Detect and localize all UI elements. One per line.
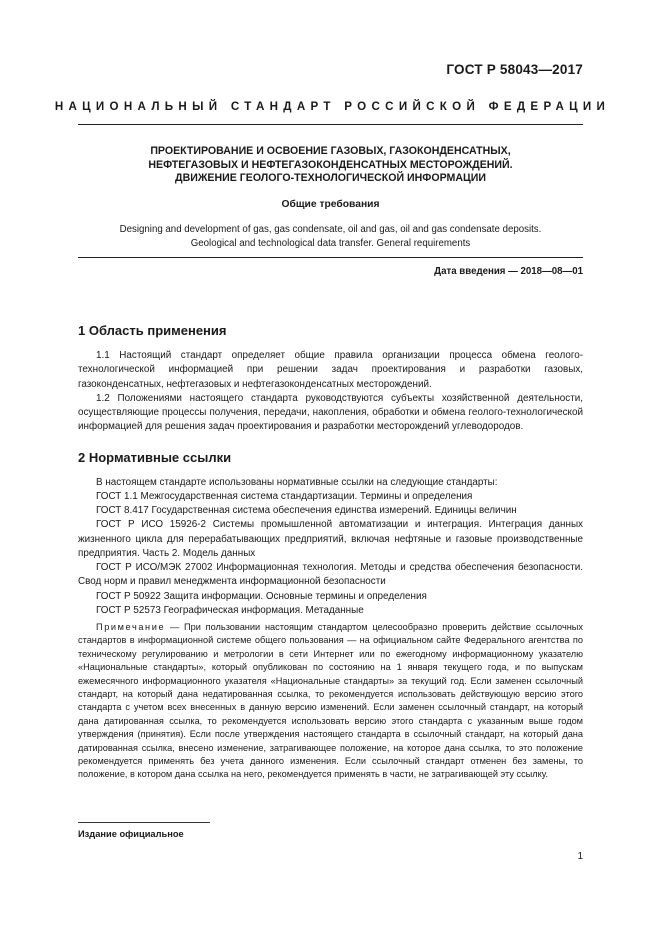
top-divider bbox=[78, 124, 583, 125]
national-standard-heading: НАЦИОНАЛЬНЫЙ СТАНДАРТ РОССИЙСКОЙ ФЕДЕРАЦИИ bbox=[54, 100, 611, 113]
introduction-date: Дата введения — 2018—08—01 bbox=[434, 266, 583, 277]
reference-item: ГОСТ Р ИСО 15926-2 Системы промышленной автоматизации и интеграция. Интеграция данных жизненного цикла для перерабатывающих предприятий, включая нефтяные и газовые производственные предприятия. Часть 2. Модель данных bbox=[78, 519, 583, 559]
paragraph-1-2: 1.2 Положениями настоящего стандарта руководствуются субъекты хозяйственной деятельности, осуществляющие процессы получения, передачи, накопления, обработки и обмена геолого-технологической информацией для решения задач проектирования и разработки месторождений углеводородов. bbox=[78, 392, 583, 433]
english-title bbox=[78, 223, 583, 250]
references-intro: В настоящем стандарте использованы нормативные ссылки на следующие стандарты: bbox=[96, 476, 498, 488]
paragraph-1-1: 1.1 Настоящий стандарт определяет общие правила организации процесса обмена геолого-технологической информацией при решении задач проектирования и разработки газовых, газоконденсатных, нефтегазовых и нефтегазоконденсатных месторождений. bbox=[78, 350, 583, 390]
section-gap bbox=[78, 435, 583, 449]
section-1-heading: 1 Область применения bbox=[78, 323, 227, 338]
reference-item: ГОСТ Р 52573 Географическая информация. Метаданные bbox=[96, 604, 364, 616]
english-title-line-2: Geological and technological data transfer. General requirements bbox=[190, 237, 471, 249]
section-2-heading: 2 Нормативные ссылки bbox=[78, 449, 232, 465]
title-line-2: НЕФТЕГАЗОВЫХ И НЕФТЕГАЗОКОНДЕНСАТНЫХ МЕСТОРОЖДЕНИЙ. bbox=[148, 158, 513, 171]
page-number: 1 bbox=[577, 851, 583, 862]
middle-divider bbox=[78, 257, 583, 258]
reference-item: ГОСТ Р 50922 Защита информации. Основные термины и определения bbox=[96, 590, 427, 602]
title-line-1: ПРОЕКТИРОВАНИЕ И ОСВОЕНИЕ ГАЗОВЫХ, ГАЗОКОНДЕНСАТНЫХ, bbox=[150, 145, 511, 157]
official-edition-label: Издание официальное bbox=[78, 829, 184, 839]
english-title-line-1: Designing and development of gas, gas condensate, oil and gas, oil and gas condensate deposits. bbox=[119, 224, 542, 235]
note-label: Примечание bbox=[96, 622, 166, 632]
document-subtitle: Общие требования bbox=[281, 199, 380, 210]
document-title bbox=[78, 145, 583, 186]
footer-divider bbox=[78, 822, 210, 823]
reference-item: ГОСТ 8.417 Государственная система обеспечения единства измерений. Единицы величин bbox=[96, 505, 517, 516]
reference-item: ГОСТ 1.1 Межгосударственная система стандартизации. Термины и определения bbox=[96, 490, 473, 502]
reference-item: ГОСТ Р ИСО/МЭК 27002 Информационная технология. Методы и средства обеспечения безопасности. Свод норм и правил менеджмента информационной безопасности bbox=[78, 562, 583, 588]
gost-code: ГОСТ Р 58043—2017 bbox=[446, 62, 583, 77]
note-paragraph bbox=[78, 621, 583, 782]
title-line-3: ДВИЖЕНИЕ ГЕОЛОГО-ТЕХНОЛОГИЧЕСКОЙ ИНФОРМАЦИИ bbox=[175, 172, 486, 184]
note-text: — При пользовании настоящим стандартом целесообразно проверить действие ссылочных стандартов в информационной системе общего пользования — на официальном сайте Федерального агентства по техническому регулированию и метрологии в сети Интернет или по ежегодному информационному указателю «Национальные стандарты», который опубликован по состоянию на 1 января текущего года, и по выпускам ежемесячного информационного указателя «Национальные стандарты» за текущий год. Если заменен ссылочный стандарт, на который дана недатированная ссылка, то рекомендуется использовать действующую версию этого стандарта с учетом всех внесенных в данную версию изменений. Если заменен ссылочный стандарт, на который дана датированная ссылка, то рекомендуется использовать версию этого стандарта с указанным выше годом утверждения (принятия). Если после утверждения настоящего стандарта в ссылочный стандарт, на который дана датированная ссылка, внесено изменение, затрагивающее положение, на которое дана ссылка, то это положение рекомендуется применять без учета данного изменения. Если ссылочный стандарт отменен без замены, то положение, в котором дана ссылка на него, рекомендуется применять в части, не затрагивающей эту ссылку. bbox=[78, 622, 583, 780]
document-body bbox=[78, 322, 583, 782]
